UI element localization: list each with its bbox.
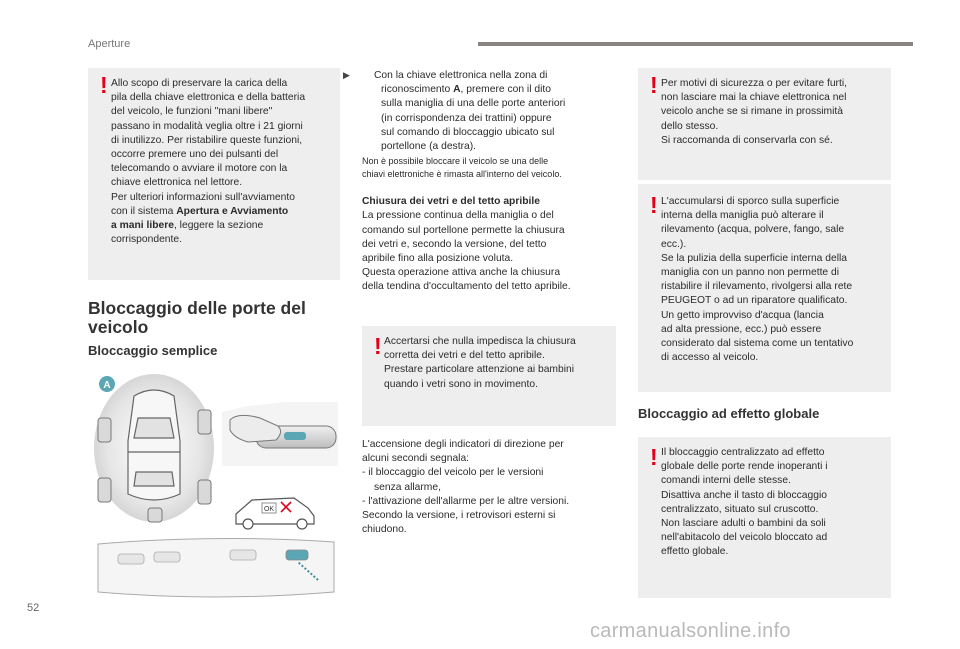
battery-note-line: chiave elettronica nel lettore. — [111, 177, 243, 189]
warning-box-windows: ! Accertarsi che nulla impedisca la chiusura corretta dei vetri e del tetto apribile. Prestare particolare attenzione ai bambini quando i vetri sono in movimento. — [362, 326, 616, 426]
battery-note-line: corrispondente. — [111, 234, 182, 246]
windows-heading: Chiusura dei vetri e del tetto apribile — [362, 196, 540, 208]
warning-icon: ! — [650, 192, 658, 218]
warning-icon: ! — [650, 72, 658, 98]
battery-note-line: passano in modalità veglia oltre i 21 giorni — [111, 120, 303, 132]
mirrors-text: Secondo la versione, i retrovisori esterni si chiudono. — [362, 510, 556, 536]
battery-note-line: Per ulteriori informazioni sull'avviamento — [111, 191, 295, 203]
key-inside-note: Non è possibile bloccare il veicolo se una delle chiavi elettroniche è rimasta all'interno del veicolo. — [362, 156, 562, 179]
header-rule — [478, 42, 913, 46]
hand-on-door-handle — [222, 402, 338, 466]
battery-note-line: telecomando o avviare il motore con la — [111, 163, 288, 175]
indicator-bullet: - l'attivazione dell'allarme per le altre versioni. — [362, 495, 570, 507]
zone-a-label: A — [103, 380, 111, 391]
page-number: 52 — [27, 602, 40, 614]
battery-note-line: occorre premere uno dei pulsanti del — [111, 149, 279, 161]
tailgate-view — [98, 538, 334, 597]
step-lock-instruction: ▶ Con la chiave elettronica nella zona di riconoscimento A, premere con il dito sulla maniglia di una delle porte anteriori (in corrispondenza dei trattini) oppure sul comando di bloccaggio ubicato sul portellone (a destra). — [343, 70, 566, 153]
system-name: a mani libere — [111, 220, 174, 232]
heading-simple-locking: Bloccaggio semplice — [88, 343, 218, 358]
warning-box-battery — [88, 68, 340, 280]
locking-illustration — [88, 366, 340, 606]
battery-note-line: di inutilizzo. Per ristabilire queste funzioni, — [111, 134, 303, 146]
warning-box-handle-dirt: ! L'accumularsi di sporco sulla superficie interna della maniglia può alterare il rilevamento (acqua, polvere, fango, sale ecc.). Se la pulizia della superficie interna della maniglia con un panno non permette di ristabilire il rilevamento, rivolgersi alla rete PEUGEOT o ad un riparatore qualificato. Un getto improvviso d'acqua (lancia ad alta pressione, ecc.) può essere considerato dal sistema come un tentativo di accesso al veicolo. — [638, 184, 891, 392]
heading-global-locking: Bloccaggio ad effetto globale — [638, 406, 820, 421]
warning-box-key-safety: ! Per motivi di sicurezza o per evitare furti, non lasciare mai la chiave elettronica nel veicolo anche se si rimane in prossimità dello stesso. Si raccomanda di conservarla con sé. — [638, 68, 891, 180]
battery-note-line: con il sistema Apertura e Avviamento — [111, 205, 289, 217]
windows-description: La pressione continua della maniglia o del comando sul portellone permette la chiusura dei vetri e, secondo la versione, del tetto apribile fino alla posizione voluta. Questa operazione attiva anche la chiusura della tendina d'occultamento del tetto apribile. — [362, 210, 571, 293]
ok-label: OK — [263, 506, 275, 513]
warning-icon: ! — [100, 72, 108, 98]
watermark: carmanualsonline.info — [590, 620, 791, 642]
heading-door-locking: Bloccaggio delle porte del veicolo — [88, 298, 306, 337]
battery-note-line: a mani libere, leggere la sezione — [111, 220, 264, 232]
car-top-view — [128, 390, 180, 500]
indicators-text: L'accensione degli indicatori di direzione per alcuni secondi segnala: — [362, 439, 564, 465]
warning-icon: ! — [374, 333, 382, 359]
warning-icon: ! — [650, 444, 658, 470]
warning-box-global-locking: ! Il bloccaggio centralizzato ad effetto globale delle porte rende inoperanti i comandi interni delle stesse. Disattiva anche il tasto di bloccaggio centralizzato, situato sul cruscotto. Non lasciare adulti o bambini da soli nell'abitacolo del veicolo bloccato ad effetto globale. — [638, 437, 891, 598]
battery-note-line: del veicolo, le funzioni "mani libere" — [111, 106, 273, 118]
battery-note-line: Allo scopo di preservare la carica della — [111, 78, 288, 89]
section-title: Aperture — [88, 38, 131, 50]
battery-note-line: pila della chiave elettronica e della batteria — [111, 92, 306, 104]
indicator-bullet-cont: senza allarme, — [374, 481, 441, 493]
indicator-bullet: - il bloccaggio del veicolo per le versioni — [362, 467, 544, 479]
step-marker-icon: ▶ — [343, 70, 350, 80]
system-name: Apertura e Avviamento — [176, 205, 289, 217]
